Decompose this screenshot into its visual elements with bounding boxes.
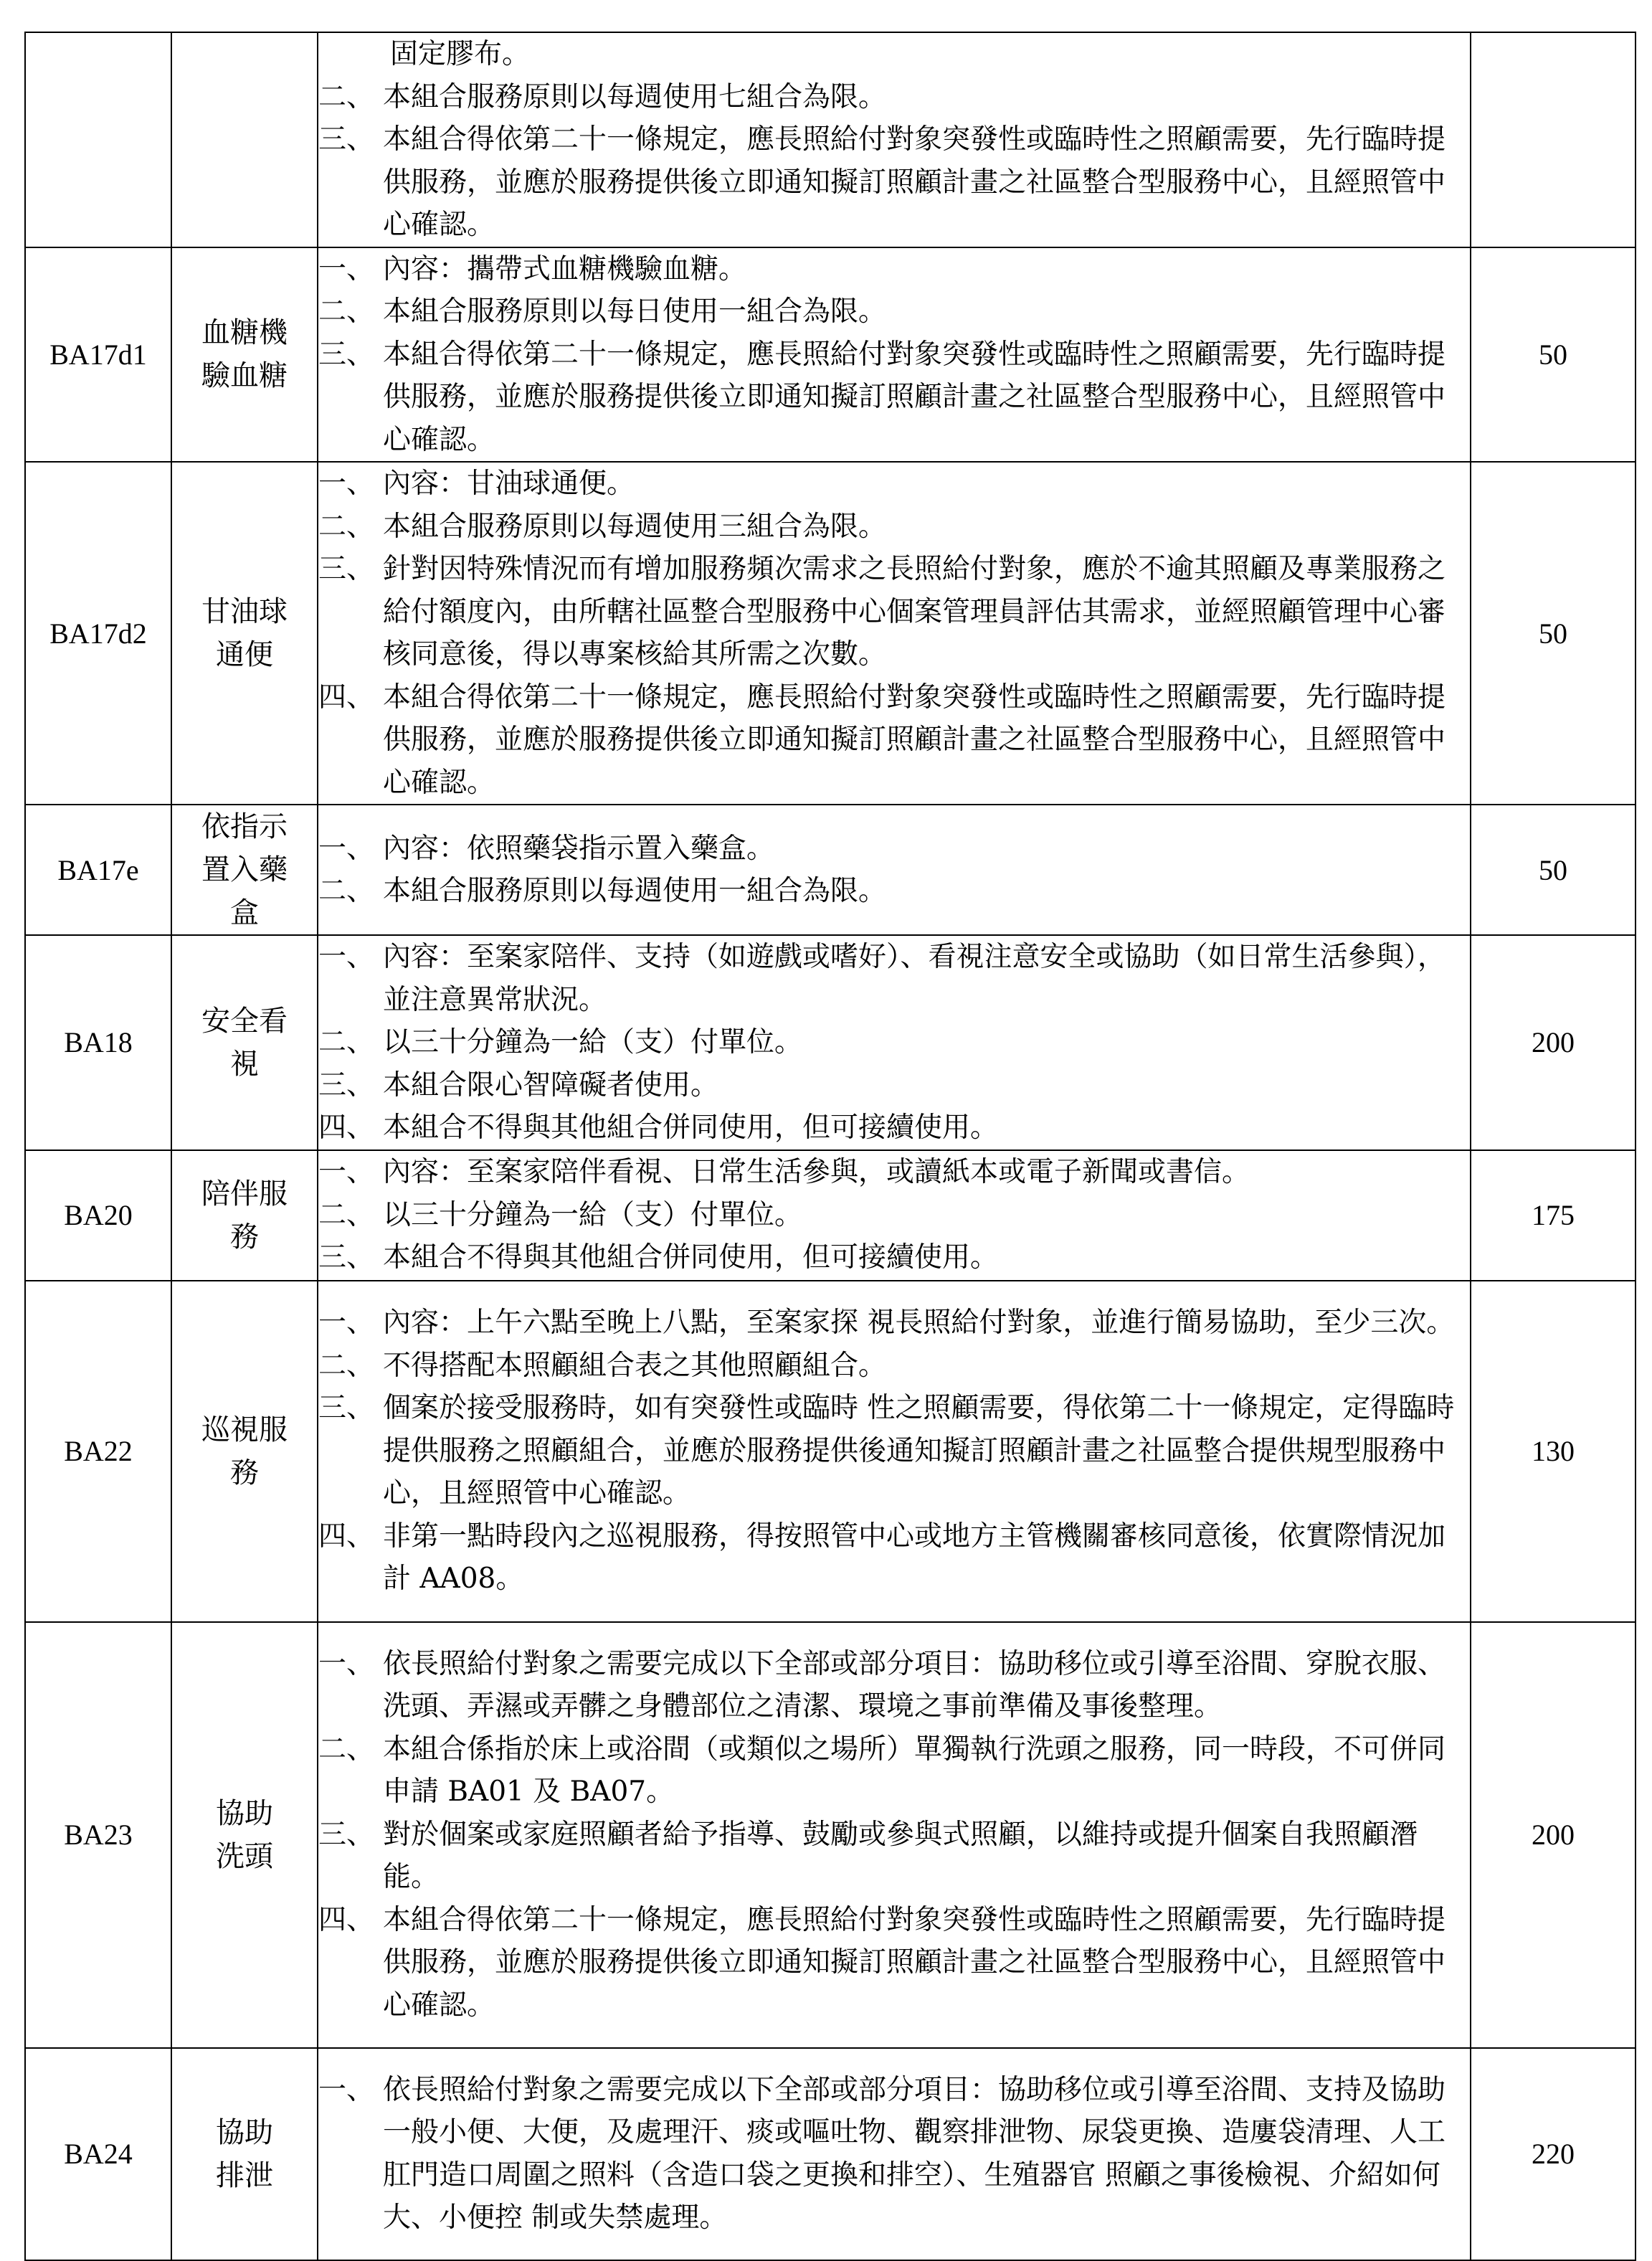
service-code (25, 32, 171, 247)
content-item (318, 1728, 1470, 1814)
content-item (318, 1302, 1470, 1345)
content-item (318, 870, 1470, 913)
service-price: 220 (1471, 2048, 1636, 2260)
item-number: 二、 (318, 295, 375, 328)
item-text: 針對因特殊情況而有增加服務頻次需求之長照給付對象，應於不逾其照顧及專業服務之給付額度內，由所轄社區整合型服務中心個案管理員評估其需求，並經照顧管理中心審核同意後，得以專案核給其所需之次數。 (383, 553, 1446, 670)
service-name-line: 協助 (216, 2115, 273, 2149)
item-number: 一、 (318, 468, 375, 500)
table-row (25, 247, 1636, 463)
item-text: 內容：依照藥袋指示置入藥盒。 (383, 832, 775, 865)
service-name-line: 依指示 (201, 810, 288, 843)
item-text: 本組合限心智障礙者使用。 (383, 1068, 719, 1101)
table-row (25, 805, 1636, 935)
service-content (318, 805, 1471, 935)
service-name-line: 務 (230, 1456, 259, 1489)
content-item (318, 1021, 1470, 1064)
service-price: 200 (1471, 935, 1636, 1150)
service-name-line: 務 (230, 1220, 259, 1253)
service-code: BA23 (25, 1622, 171, 2048)
service-name (171, 2048, 318, 2260)
item-text: 內容：至案家陪伴、支持（如遊戲或嗜好）、看視注意安全或協助（如日常生活參與），並注意異常狀況。 (383, 941, 1446, 1016)
content-item (318, 33, 1470, 76)
table-row (25, 935, 1636, 1150)
content-item (318, 1106, 1470, 1150)
item-number: 一、 (318, 1647, 375, 1680)
content-item (318, 1151, 1470, 1194)
item-text: 非第一點時段內之巡視服務，得按照管中心或地方主管機關審核同意後，依實際情況加計 AA08。 (383, 1520, 1446, 1596)
service-content (318, 935, 1471, 1150)
service-price (1471, 32, 1636, 247)
service-code: BA17e (25, 805, 171, 935)
table-row (25, 1150, 1636, 1281)
item-number: 一、 (318, 1307, 375, 1340)
service-name-line: 甘油球 (201, 595, 288, 628)
item-number: 三、 (318, 1241, 375, 1274)
item-text: 固定膠布。 (390, 38, 531, 70)
table-row (25, 1281, 1636, 1622)
table-row (25, 2048, 1636, 2260)
service-name-line: 排泄 (216, 2158, 273, 2192)
item-number: 三、 (318, 1392, 375, 1425)
item-text: 個案於接受服務時，如有突發性或臨時 性之照顧需要，得依第二十一條規定，定得臨時提供服務之照顧組合，並應於服務提供後通知擬訂照顧計畫之社區整合提供規型服務中心，且經照管中心確認。 (383, 1392, 1455, 1510)
service-name (171, 247, 318, 463)
item-text: 本組合服務原則以每週使用一組合為限。 (383, 875, 887, 907)
service-name (171, 935, 318, 1150)
service-name (171, 32, 318, 247)
service-name-line: 安全看 (201, 1004, 288, 1038)
service-content (318, 1622, 1471, 2048)
service-name-line: 驗血糖 (201, 359, 288, 393)
service-name-line: 巡視服 (201, 1413, 288, 1446)
content-item (318, 548, 1470, 676)
content-item (318, 1899, 1470, 2027)
item-text: 以三十分鐘為一給（支）付單位。 (383, 1026, 803, 1058)
item-number: 三、 (318, 1068, 375, 1101)
content-item (318, 333, 1470, 462)
item-number: 一、 (318, 832, 375, 865)
item-text: 本組合不得與其他組合併同使用，但可接續使用。 (383, 1111, 999, 1144)
service-price: 175 (1471, 1150, 1636, 1281)
content-item (318, 2069, 1470, 2239)
item-text: 本組合得依第二十一條規定，應長照給付對象突發性或臨時性之照顧需要，先行臨時提供服務，並應於服務提供後立即通知擬訂照顧計畫之社區整合型服務中心，且經照管中心確認。 (383, 123, 1446, 241)
content-item (318, 1236, 1470, 1279)
item-text: 本組合係指於床上或浴間（或類似之場所）單獨執行洗頭之服務，同一時段，不可併同申請 BA01 及 BA07。 (383, 1733, 1446, 1809)
item-text: 本組合不得與其他組合併同使用，但可接續使用。 (383, 1241, 999, 1274)
service-content (318, 1281, 1471, 1622)
service-name-line: 視 (230, 1047, 259, 1081)
item-number: 三、 (318, 1818, 375, 1851)
service-content (318, 2048, 1471, 2260)
service-name (171, 805, 318, 935)
item-number: 二、 (318, 510, 375, 543)
item-text: 依長照給付對象之需要完成以下全部或部分項目：協助移位或引導至浴間、穿脫衣服、洗頭、弄濕或弄髒之身體部位之清潔、環境之事前準備及事後整理。 (383, 1647, 1446, 1723)
service-name (171, 1622, 318, 2048)
service-name-line: 洗頭 (216, 1839, 273, 1873)
content-item (318, 828, 1470, 871)
table-row (25, 1622, 1636, 2048)
item-text: 不得搭配本照顧組合表之其他照顧組合。 (383, 1349, 887, 1382)
item-number: 二、 (318, 80, 375, 113)
service-code: BA18 (25, 935, 171, 1150)
service-code: BA17d2 (25, 462, 171, 805)
service-code: BA22 (25, 1281, 171, 1622)
service-name-line: 置入藥 (201, 853, 288, 886)
service-code: BA17d1 (25, 247, 171, 463)
service-table (24, 32, 1636, 2261)
content-item (318, 76, 1470, 119)
service-code: BA24 (25, 2048, 171, 2260)
item-number: 二、 (318, 1733, 375, 1765)
service-name-line: 盒 (230, 896, 259, 929)
item-number: 一、 (318, 2073, 375, 2106)
content-item (318, 936, 1470, 1021)
item-text: 內容：甘油球通便。 (383, 468, 635, 500)
content-item (318, 1814, 1470, 1899)
content-item (318, 1387, 1470, 1515)
service-name (171, 1150, 318, 1281)
content-item (318, 248, 1470, 291)
service-price: 50 (1471, 462, 1636, 805)
item-text: 對於個案或家庭照顧者給予指導、鼓勵或參與式照顧，以維持或提升個案自我照顧潛能。 (383, 1818, 1418, 1894)
service-price: 50 (1471, 247, 1636, 463)
item-number: 一、 (318, 252, 375, 285)
service-price: 50 (1471, 805, 1636, 935)
table-row (25, 32, 1636, 247)
item-number: 一、 (318, 941, 375, 973)
item-number: 三、 (318, 123, 375, 156)
service-table-body (25, 32, 1636, 2260)
service-code: BA20 (25, 1150, 171, 1281)
service-name-line: 陪伴服 (201, 1177, 288, 1210)
content-item (318, 1064, 1470, 1107)
content-item (318, 463, 1470, 506)
service-price: 130 (1471, 1281, 1636, 1622)
service-name (171, 1281, 318, 1622)
content-item (318, 1643, 1470, 1728)
service-name (171, 462, 318, 805)
item-text: 內容：攜帶式血糖機驗血糖。 (383, 252, 747, 285)
service-content (318, 247, 1471, 463)
service-name-line: 通便 (216, 638, 273, 671)
service-name-line: 協助 (216, 1796, 273, 1830)
item-number: 四、 (318, 1903, 375, 1936)
item-text: 本組合服務原則以每週使用三組合為限。 (383, 510, 887, 543)
item-text: 依長照給付對象之需要完成以下全部或部分項目：協助移位或引導至浴間、支持及協助一般小便、大便，及處理汗、痰或嘔吐物、觀察排泄物、尿袋更換、造廔袋清理、人工肛門造口周圍之照料（含造口袋之更換和排空）、生殖器官 照顧之事後檢視、介紹如何大、小便控 制或失禁處理。 (383, 2073, 1446, 2234)
service-price: 200 (1471, 1622, 1636, 2048)
content-item (318, 118, 1470, 247)
item-number: 三、 (318, 553, 375, 585)
item-number: 二、 (318, 1026, 375, 1058)
item-number: 二、 (318, 1198, 375, 1231)
content-item (318, 1515, 1470, 1601)
item-text: 本組合得依第二十一條規定，應長照給付對象突發性或臨時性之照顧需要，先行臨時提供服務，並應於服務提供後立即通知擬訂照顧計畫之社區整合型服務中心，且經照管中心確認。 (383, 1903, 1446, 2021)
item-number: 四、 (318, 1520, 375, 1553)
table-row (25, 462, 1636, 805)
content-item (318, 506, 1470, 549)
item-number: 一、 (318, 1156, 375, 1189)
service-name-line: 血糖機 (201, 316, 288, 350)
content-item (318, 1345, 1470, 1388)
service-content (318, 1150, 1471, 1281)
item-text: 本組合服務原則以每週使用七組合為限。 (383, 80, 887, 113)
item-number: 二、 (318, 875, 375, 907)
item-text: 內容：至案家陪伴看視、日常生活參與，或讀紙本或電子新聞或書信。 (383, 1156, 1250, 1189)
item-text: 內容：上午六點至晚上八點，至案家探 視長照給付對象，並進行簡易協助，至少三次。 (383, 1307, 1455, 1340)
content-item (318, 1194, 1470, 1237)
item-number: 四、 (318, 681, 375, 714)
item-text: 以三十分鐘為一給（支）付單位。 (383, 1198, 803, 1231)
service-content (318, 32, 1471, 247)
content-item (318, 676, 1470, 805)
item-number: 二、 (318, 1349, 375, 1382)
service-content (318, 462, 1471, 805)
item-text: 本組合得依第二十一條規定，應長照給付對象突發性或臨時性之照顧需要，先行臨時提供服務，並應於服務提供後立即通知擬訂照顧計畫之社區整合型服務中心，且經照管中心確認。 (383, 338, 1446, 456)
item-number: 四、 (318, 1111, 375, 1144)
item-text: 本組合得依第二十一條規定，應長照給付對象突發性或臨時性之照顧需要，先行臨時提供服務，並應於服務提供後立即通知擬訂照顧計畫之社區整合型服務中心，且經照管中心確認。 (383, 681, 1446, 799)
item-number: 三、 (318, 338, 375, 371)
item-text: 本組合服務原則以每日使用一組合為限。 (383, 295, 887, 328)
content-item (318, 290, 1470, 333)
